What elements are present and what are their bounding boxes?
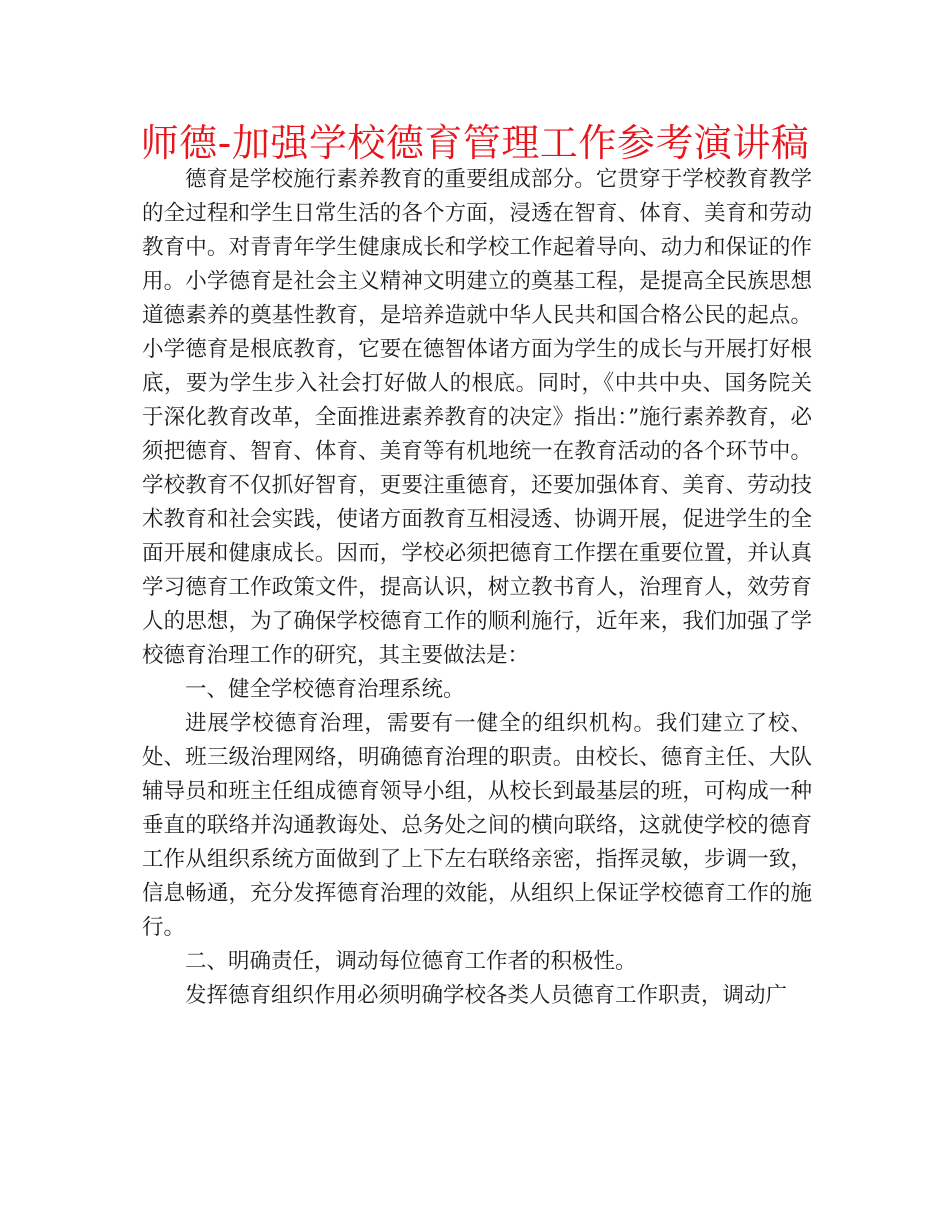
section-heading-1: 一、健全学校德育治理系统。 [185, 677, 465, 702]
document-body [142, 163, 812, 1013]
paragraph-section-1: 进展学校德育治理，需要有一健全的组织机构。我们建立了校、处、班三级治理网络，明确德育治理的职责。由校长、德育主任、大队辅导员和班主任组成德育领导小组，从校长到最基层的班，可构成一种垂直的联络并沟通教诲处、总务处之间的横向联络，这就使学校的德育工作从组织系统方面做到了上下左右联络亲密，指挥灵敏，步调一致，信息畅通，充分发挥德育治理的效能，从组织上保证学校德育工作的施行。 [142, 711, 812, 940]
paragraph-section-2: 发挥德育组织作用必须明确学校各类人员德育工作职责，调动广 [185, 983, 788, 1008]
paragraph-intro: 德育是学校施行素养教育的重要组成部分。它贯穿于学校教育教学的全过程和学生日常生活的各个方面，浸透在智育、体育、美育和劳动教育中。对青青年学生健康成长和学校工作起着导向、动力和保证的作用。小学德育是社会主义精神文明建立的奠基工程，是提高全民族思想道德素养的奠基性教育，是培养造就中华人民共和国合格公民的起点。小学德育是根底教育，它要在德智体诸方面为学生的成长与开展打好根底，要为学生步入社会打好做人的根底。同时，《中共中央、国务院关于深化教育改革，全面推进素养教育的决定》指出：”施行素养教育，必须把德育、智育、体育、美育等有机地统一在教育活动的各个环节中。学校教育不仅抓好智育，更要注重德育，还要加强体育、美育、劳动技术教育和社会实践，使诸方面教育互相浸透、协调开展，促进学生的全面开展和健康成长。因而，学校必须把德育工作摆在重要位置，并认真学习德育工作政策文件，提高认识，树立教书育人，治理育人，效劳育人的思想，为了确保学校德育工作的顺利施行，近年来，我们加强了学校德育治理工作的研究，其主要做法是： [142, 167, 812, 668]
section-heading-2: 二、明确责任，调动每位德育工作者的积极性。 [185, 949, 637, 974]
document-title: 师德-加强学校德育管理工作参考演讲稿 [140, 121, 810, 165]
